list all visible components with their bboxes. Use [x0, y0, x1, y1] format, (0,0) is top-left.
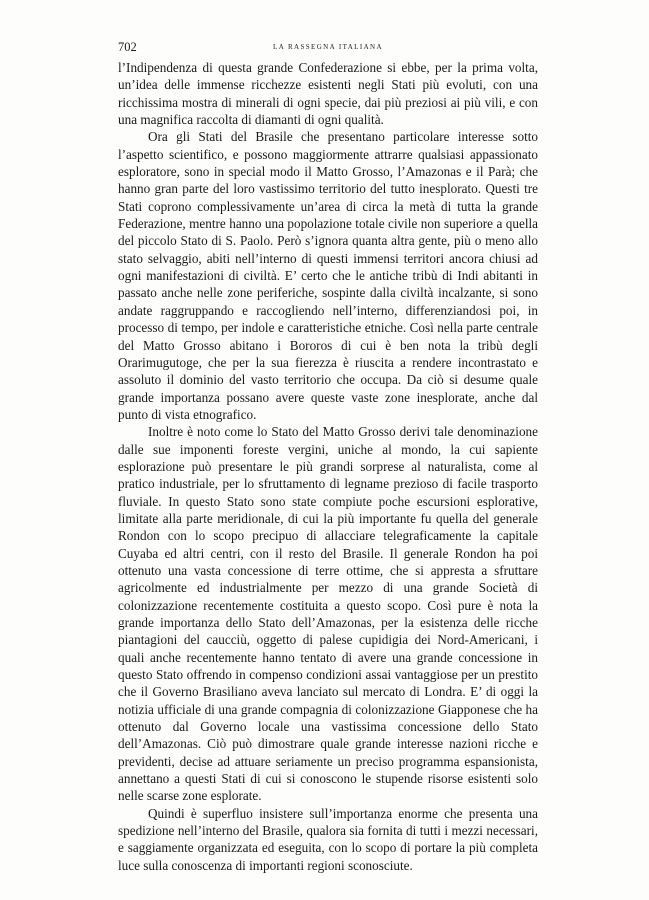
paragraph-continuation: l’Indipendenza di questa grande Confederazione si ebbe, per la prima volta, un’idea delle immense ricchezze esistenti negli Stati più evoluti, con una ricchissima mostra di minerali di ogni specie, dai più preziosi ai più vili, e con una magnifica raccolta di diamanti di ogni qualità. — [118, 60, 538, 128]
article-body — [118, 59, 538, 874]
paragraph-conclusion: Quindi è superfluo insistere sull’importanza enorme che presenta una spedizione nell’interno del Brasile, qualora sia fornita di tutti i mezzi necessari, e saggiamente organizzata ed eseguita, con lo scopo di portare la più completa luce sulla conoscenza di importanti regioni sconosciute. — [118, 805, 538, 873]
paragraph-matto-grosso: Inoltre è noto come lo Stato del Matto Grosso derivi tale denominazione dalle sue imponenti foreste vergini, uniche al mondo, la cui sapiente esplorazione può presentare le più grandi sorprese al naturalista, come al pratico industriale, per lo sfruttamento di legname prezioso di facile trasporto fluviale. In questo Stato sono state compiute poche escursioni esplorative, limitate alla parte meridionale, di cui la più importante fu quella del generale Rondon con lo scopo precipuo di allacciare telegraficamente la capitale Cuyaba ed altri centri, con il resto del Brasile. Il generale Rondon ha poi ottenuto una vasta concessione di terre ottime, che si appresta a sfruttare agricolmente ed industrialmente per mezzo di una grande Società di colonizzazione recentemente costituita a questo scopo. Così pure è nota la grande importanza dello Stato dell’Amazonas, per la esistenza delle ricche piantagioni del caucciù, oggetto di palese cupidigia dei Nord-Americani, i quali anche recentemente hanno tentato di avere una grande concessione in questo Stato offrendo in compenso condizioni assai vantaggiose per un prestito che il Governo Brasiliano aveva lanciato sul mercato di Londra. E’ di oggi la notizia ufficiale di una grande compagnia di colonizzazione Giapponese che ha ottenuto dal Governo locale una vastissima concessione dello Stato dell’Amazonas. Ciò può dimostrare quale grande interesse nazioni ricche e previdenti, decise ad attuare seriamente un preciso programma espansionista, annettano a questi Stati di cui si conoscono le stupende risorse esistenti solo nelle scarse zone esplorate. — [118, 424, 538, 804]
running-head — [118, 40, 538, 56]
journal-title: LA RASSEGNA ITALIANA — [273, 43, 383, 51]
page-number: 702 — [118, 40, 137, 54]
paragraph-brazil-states: Ora gli Stati del Brasile che presentano particolare interesse sotto l’aspetto scientifico, e possono maggiormente attrarre qualsiasi appassionato esploratore, sono in special modo il Matto Grosso, l’Amazonas e il Parà; che hanno gran parte del loro vastissimo territorio del tutto inesplorato. Questi tre Stati coprono complessivamente un’area di circa la metà di tutta la grande Federazione, mentre hanno una popolazione totale civile non superiore a quella del piccolo Stato di S. Paolo. Però s’ignora quanta altra gente, più o meno allo stato selvaggio, abiti nell’interno di questi immensi territori ancora chiusi ad ogni manifestazioni di civiltà. E’ certo che le antiche tribù di Indi abitanti in passato anche nelle zone periferiche, sospinte dalla civiltà incalzante, si sono andate raggruppando e raccogliendo nell’interno, differenziandosi poi, in processo di tempo, per indole e caratteristiche etniche. Così nella parte centrale del Matto Grosso abitano i Bororos di cui è ben nota la tribù degli Orarimugutoge, che per la sua fierezza è riuscita a rendere incontrastato e assoluto il dominio del vasto territorio che occupa. Da ciò si desume quale grande importanza possano avere queste vaste zone inesplorate, anche dal punto di vista etnografico. — [118, 129, 538, 422]
